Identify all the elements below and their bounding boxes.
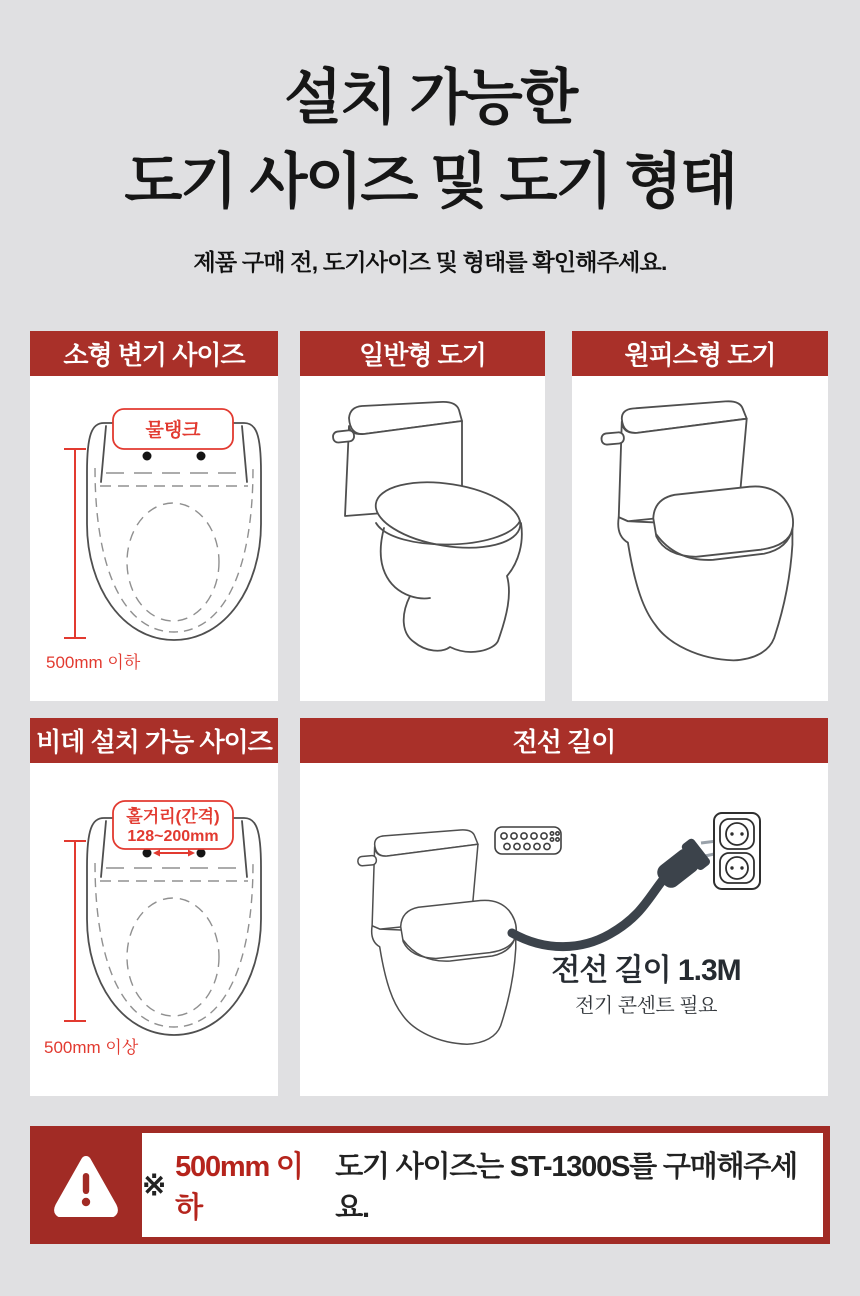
main-title xyxy=(0,56,860,224)
page-header xyxy=(0,0,860,277)
bolt-hole-right xyxy=(197,452,206,461)
panel-row-2 xyxy=(30,718,830,1096)
cord-scene xyxy=(300,763,828,1096)
warning-icon-zone xyxy=(30,1126,142,1244)
main-title-line1: 설치 가능한 xyxy=(284,64,576,131)
seat-top-view-diagram xyxy=(30,376,278,701)
panel-header-one-piece: 원피스형 도기 xyxy=(572,331,828,376)
notice-text xyxy=(142,1133,823,1237)
panel-header-bidet-size: 비데 설치 가능 사이즈 xyxy=(30,718,278,763)
measure-label-500mm-under: 500mm 이하 xyxy=(46,653,141,672)
panel-body-standard xyxy=(300,376,545,701)
hole-distance-label-line1: 홀거리(간격) xyxy=(126,807,220,826)
water-tank-label-text: 물탱크 xyxy=(145,420,201,441)
panel-row-1 xyxy=(30,331,830,701)
toilet-onepiece-illustration xyxy=(572,376,828,701)
panel-one-piece-toilet xyxy=(572,331,828,701)
height-measure-line xyxy=(64,449,86,638)
cord-length-text: 전선 길이 1.3M xyxy=(551,954,741,987)
water-tank-label xyxy=(113,409,233,449)
panel-small-toilet-size xyxy=(30,331,278,701)
panel-standard-toilet xyxy=(300,331,545,701)
panel-body-bidet-size xyxy=(30,763,278,1096)
hole-distance-label-line2: 128~200mm xyxy=(127,828,219,845)
panel-header-standard: 일반형 도기 xyxy=(300,331,545,376)
notice-rest: 도기 사이즈는 ST-1300S를 구매해주세요. xyxy=(335,1151,797,1224)
bolt-hole-left xyxy=(143,452,152,461)
height-measure-line xyxy=(64,841,86,1021)
remote-control-illustration xyxy=(495,827,561,854)
toilet-standard-illustration xyxy=(300,376,545,701)
toilet-onepiece-illustration xyxy=(358,830,517,1044)
main-title-line2: 도기 사이즈 및 도기 형태 xyxy=(124,148,736,215)
panel-body-small-size xyxy=(30,376,278,701)
panel-header-cord: 전선 길이 xyxy=(300,718,828,763)
warning-banner xyxy=(30,1126,830,1244)
wall-outlet-icon xyxy=(714,813,760,889)
panel-cord-length xyxy=(300,718,828,1096)
measure-label-500mm-over: 500mm 이상 xyxy=(44,1038,139,1057)
panel-body-cord xyxy=(300,763,828,1096)
hole-distance-label xyxy=(113,801,233,849)
notice-highlight: 500mm 이하 xyxy=(175,1151,303,1224)
panel-header-small-size: 소형 변기 사이즈 xyxy=(30,331,278,376)
panel-bidet-install-size xyxy=(30,718,278,1096)
panel-body-one-piece xyxy=(572,376,828,701)
outlet-required-text: 전기 콘센트 필요 xyxy=(575,995,717,1017)
warning-triangle-icon xyxy=(52,1153,120,1217)
subtitle: 제품 구매 전, 도기사이즈 및 형태를 확인해주세요. xyxy=(193,249,667,275)
seat-hole-distance-diagram xyxy=(30,763,278,1096)
notice-prefix: ※ xyxy=(142,1169,166,1202)
